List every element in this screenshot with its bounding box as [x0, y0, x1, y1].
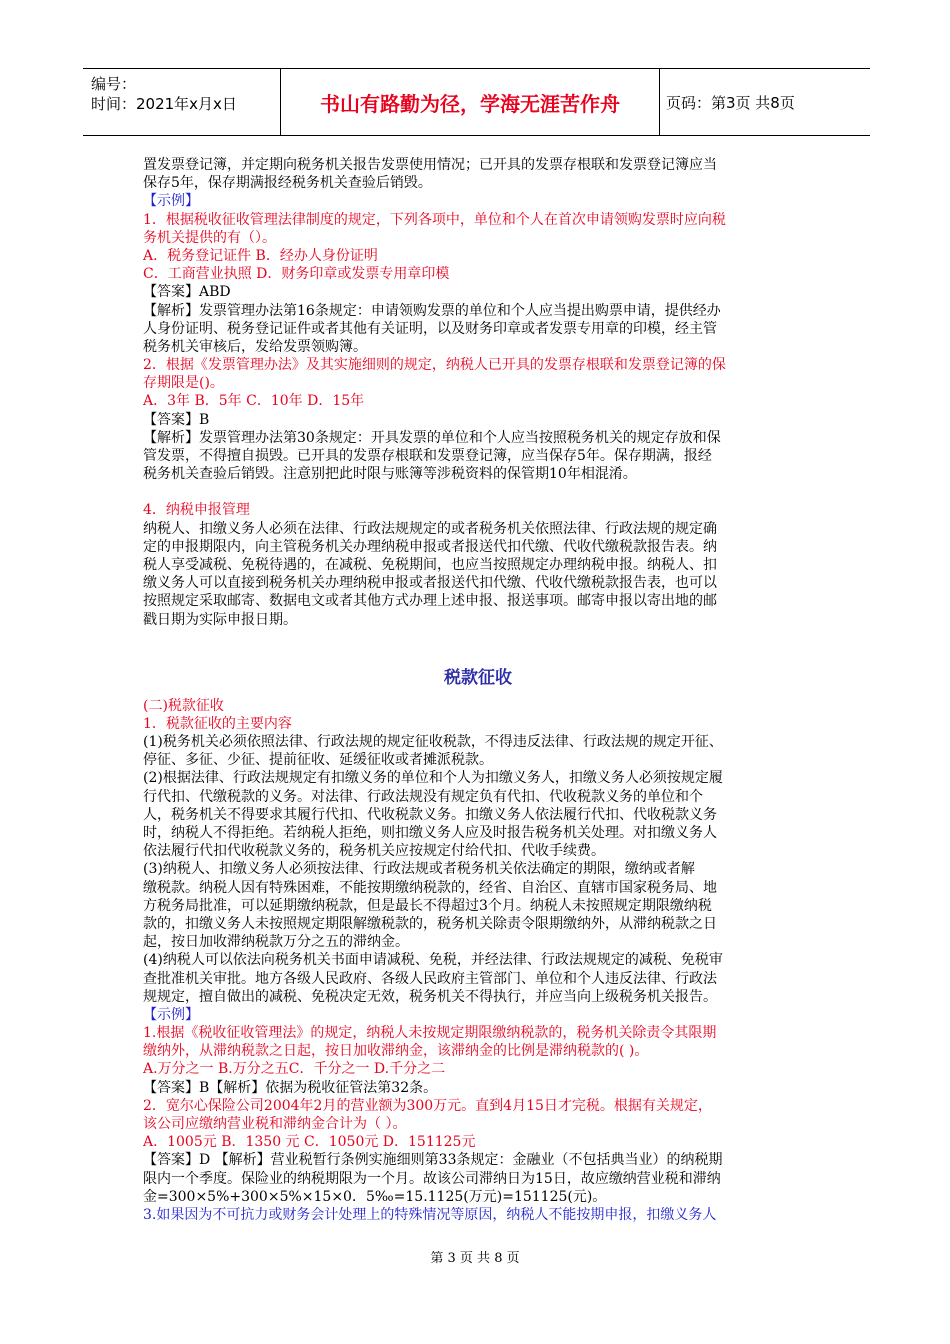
- doc-time-label: 时间：2021年x月x日: [91, 95, 237, 113]
- page-header: [83, 68, 870, 136]
- text-line: 税务机关查验后销毁。注意别把此时限与账簿等涉税资料的保管期10年相混淆。: [143, 466, 637, 483]
- text-line: 缴义务人可以直接到税务机关办理纳税申报或者报送代扣代缴、代收代缴税款报告表，也可以: [143, 575, 717, 592]
- text-line: A．税务登记证件 B．经办人身份证明: [143, 247, 378, 264]
- paragraph-block-invoice: [143, 156, 813, 483]
- text-line: 起，按日加收滞纳税款万分之五的滞纳金。: [143, 934, 409, 951]
- text-line: A．3年 B．5年 C．10年 D．15年: [143, 393, 365, 410]
- document-body: [143, 156, 813, 1224]
- text-line: 2．宽尔心保险公司2004年2月的营业额为300万元。直到4月15日才完税。根据有关规定，: [143, 1097, 712, 1114]
- text-line: 【答案】ABD: [143, 284, 231, 301]
- text-line: 【答案】B: [143, 411, 210, 428]
- text-line: 戳日期为实际申报日期。: [143, 611, 297, 628]
- text-line: 务机关提供的有（）。: [143, 229, 276, 246]
- doc-number-label: 编号：: [91, 75, 137, 93]
- text-line: 3.如果因为不可抗力或财务会计处理上的特殊情况等原因，纳税人不能按期申报，扣缴义务人: [143, 1206, 717, 1223]
- text-line: 保存5年，保存期满报经税务机关查验后销毁。: [143, 175, 432, 192]
- text-line: 缴税款。纳税人因有特殊困难，不能按期缴纳税款的，经省、自治区、直辖市国家税务局、地: [143, 879, 717, 896]
- text-line: 【答案】B【解析】依据为税收征管法第32条。: [143, 1079, 438, 1096]
- section-title: 税款征收: [444, 667, 512, 688]
- text-line: 时，纳税人不得拒绝。若纳税人拒绝，则扣缴义务人应及时报告税务机关处理。对扣缴义务人: [143, 825, 717, 841]
- text-line: 管发票，不得擅自损毁。已开具的发票存根联和发票登记簿，应当保存5年。保存期满，报经: [143, 448, 712, 464]
- text-line: C．工商营业执照 D．财务印章或发票专用章印模: [143, 266, 450, 283]
- text-line: 查批准机关审批。地方各级人民政府、各级人民政府主管部门、单位和个人违反法律、行政法: [143, 970, 717, 987]
- text-line: A．1005元 B．1350 元 C．1050元 D．151125元: [143, 1134, 476, 1151]
- header-motto: 书山有路勤为径，学海无涯苦作舟: [281, 69, 660, 135]
- text-line: (2)根据法律、行政法规规定有扣缴义务的单位和个人为扣缴义务人，扣缴义务人必须按规定履: [143, 770, 723, 787]
- text-line: 【解析】发票管理办法第16条规定：申请领购发票的单位和个人应当提出购票申请，提供经办: [143, 302, 721, 319]
- text-line: 金=300×5%+300×5%×15×0．5‰=15.1125(万元)=151125(元)。: [143, 1188, 607, 1205]
- text-line: 定的申报期限内，向主管税务机关办理纳税申报或者报送代扣代缴、代收代缴税款报告表。纳: [143, 538, 717, 555]
- text-line: 规规定，擅自做出的减税、免税决定无效，税务机关不得执行，并应当向上级税务机关报告。: [143, 988, 717, 1005]
- text-line: 方税务局批准，可以延期缴纳税款，但是最长不得超过3个月。纳税人未按照规定期限缴纳税: [143, 897, 712, 914]
- paragraph-block-tax-filing: [143, 501, 813, 628]
- header-meta: [83, 69, 281, 135]
- text-line: 该公司应缴纳营业税和滞纳金合计为（ ）。: [143, 1116, 407, 1132]
- text-line: 按照规定采取邮寄、数据电文或者其他方式办理上述申报、报送事项。邮寄申报以寄出地的邮: [143, 593, 717, 610]
- text-line: 税人享受减税、免税待遇的，在减税、免税期间，也应当按照规定办理纳税申报。纳税人、扣: [143, 556, 717, 573]
- text-line: 【解析】发票管理办法第30条规定：开具发票的单位和个人应当按照税务机关的规定存放和保: [143, 429, 721, 446]
- text-line: (二)税款征收: [143, 697, 224, 714]
- text-line: 1.根据《税收征收管理法》的规定，纳税人未按规定期限缴纳税款的，税务机关除责令其限期: [143, 1025, 717, 1042]
- text-line: 停征、多征、少征、提前征收、延缓征收或者摊派税款。: [143, 752, 493, 769]
- text-line: (3)纳税人、扣缴义务人必须按法律、行政法规或者税务机关依法确定的期限，缴纳或者解: [143, 861, 695, 878]
- text-line: (4)纳税人可以依法向税务机关书面申请减税、免税，并经法律、行政法规规定的减税、免税审: [143, 952, 723, 969]
- text-line: 【示例】: [143, 193, 199, 210]
- text-line: 纳税人、扣缴义务人必须在法律、行政法规规定的或者税务机关依照法律、行政法规的规定确: [143, 520, 717, 537]
- text-line: 行代扣、代缴税款的义务。对法律、行政法规没有规定负有代扣、代收税款义务的单位和个: [143, 788, 703, 805]
- header-page-label: 页码：第3页 共8页: [666, 93, 795, 112]
- text-line: 1．根据税收征收管理法律制度的规定，下列各项中，单位和个人在首次申请领购发票时应向税: [143, 211, 726, 228]
- text-line: 款的，扣缴义务人未按照规定期限解缴税款的，税务机关除责令限期缴纳外，从滞纳税款之日: [143, 915, 717, 932]
- text-line: 4．纳税申报管理: [143, 502, 250, 519]
- text-line: 存期限是()。: [143, 375, 224, 392]
- text-line: 人，税务机关不得要求其履行代扣、代收税款义务。扣缴义务人依法履行代扣、代收税款义务: [143, 806, 717, 823]
- text-line: 【答案】D 【解析】营业税暂行条例实施细则第33条规定：金融业（不包括典当业）的纳税期: [143, 1152, 723, 1169]
- page-footer: 第 3 页 共 8 页: [430, 1251, 520, 1266]
- text-line: 2．根据《发票管理办法》及其实施细则的规定，纳税人已开具的发票存根联和发票登记簿的保: [143, 357, 726, 374]
- text-line: 置发票登记簿，并定期向税务机关报告发票使用情况；已开具的发票存根联和发票登记簿应当: [143, 157, 717, 173]
- text-line: 缴纳外，从滞纳税款之日起，按日加收滞纳金，该滞纳金的比例是滞纳税款的( )。: [143, 1043, 649, 1060]
- text-line: 1．税款征收的主要内容: [143, 715, 292, 732]
- spacer: [143, 483, 813, 501]
- text-line: 人身份证明、税务登记证件或者其他有关证明，以及财务印章或者发票专用章的印模，经主管: [143, 320, 717, 337]
- text-line: 税务机关审核后，发给发票领购簿。: [143, 338, 367, 355]
- spacer: [143, 629, 813, 663]
- text-line: 限内一个季度。保险业的纳税期限为一个月。故该公司滞纳日为15日，故应缴纳营业税和滞纳: [143, 1170, 721, 1187]
- text-line: A.万分之一 B.万分之五C．千分之一 D.千分之二: [143, 1061, 446, 1078]
- paragraph-block-tax-collection: [143, 697, 813, 1224]
- text-line: 【示例】: [143, 1006, 199, 1023]
- text-line: 依法履行代扣代收税款义务的，税务机关应按规定付给代扣、代收手续费。: [143, 843, 605, 860]
- text-line: (1)税务机关必须依照法律、行政法规的规定征收税款，不得违反法律、行政法规的规定开征、: [143, 734, 723, 751]
